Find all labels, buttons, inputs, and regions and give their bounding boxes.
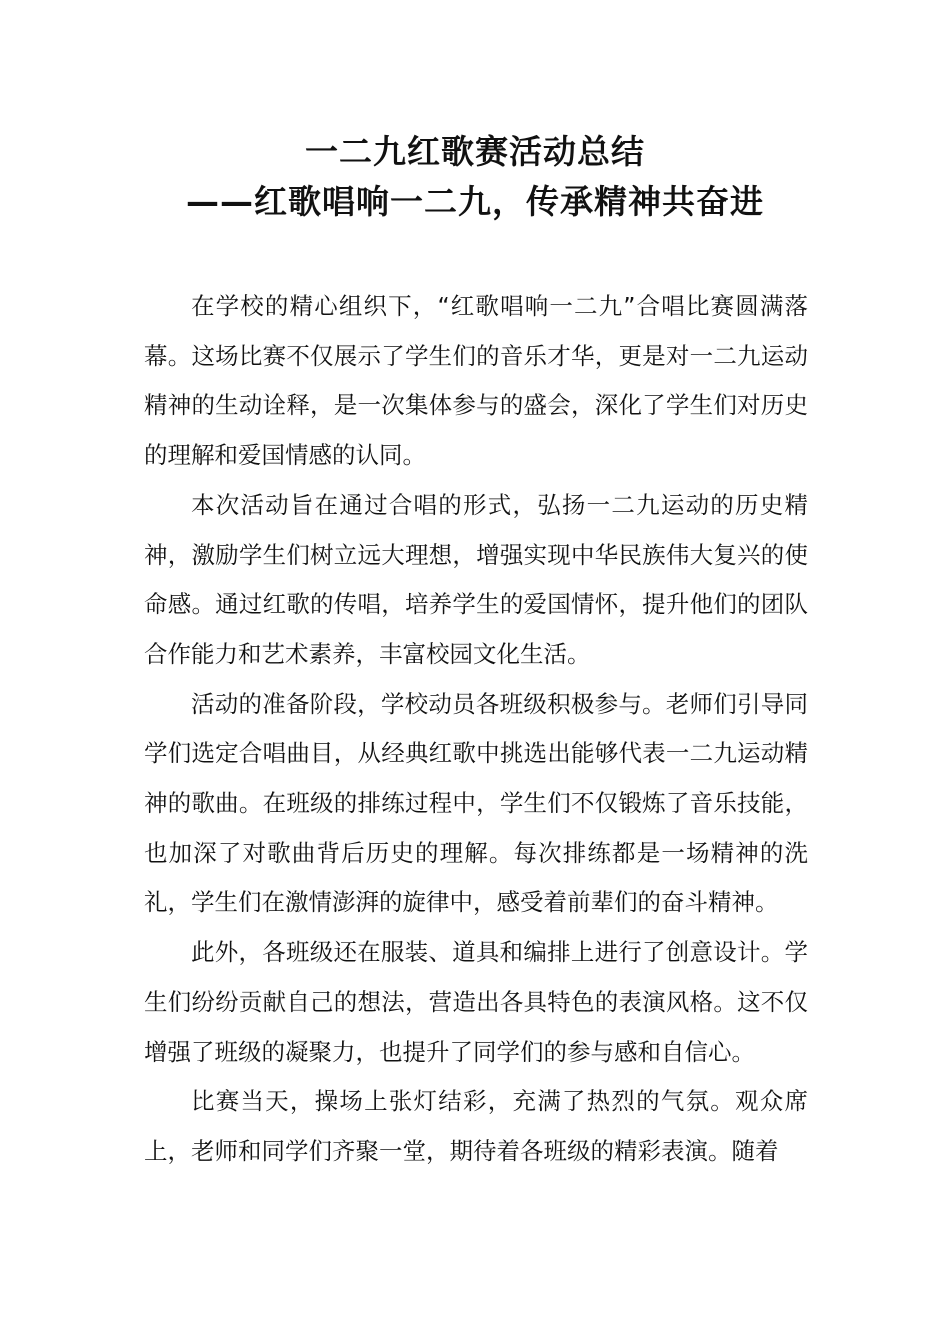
paragraph-2: 本次活动旨在通过合唱的形式，弘扬一二九运动的历史精神，激励学生们树立远大理想，增强实现中华民族伟大复兴的使命感。通过红歌的传唱，培养学生的爱国情怀，提升他们的团队合作能力和艺术素养，丰富校园文化生活。 xyxy=(144,490,808,668)
paragraph-5: 比赛当天，操场上张灯结彩，充满了热烈的气氛。观众席上，老师和同学们齐聚一堂，期待着各班级的精彩表演。随着 xyxy=(144,1087,808,1165)
document-subtitle: ——红歌唱响一二九，传承精神共奋进 xyxy=(186,182,764,221)
paragraph-4: 此外，各班级还在服装、道具和编排上进行了创意设计。学生们纷纷贡献自己的想法，营造出各具特色的表演风格。这不仅增强了班级的凝聚力，也提升了同学们的参与感和自信心。 xyxy=(144,938,808,1066)
paragraph-1: 在学校的精心组织下，“红歌唱响一二九”合唱比赛圆满落幕。这场比赛不仅展示了学生们的音乐才华，更是对一二九运动精神的生动诠释，是一次集体参与的盛会，深化了学生们对历史的理解和爱国情感的认同。 xyxy=(144,292,808,470)
document-title: 一二九红歌赛活动总结 xyxy=(305,132,645,171)
paragraph-3: 活动的准备阶段，学校动员各班级积极参与。老师们引导同学们选定合唱曲目，从经典红歌中挑选出能够代表一二九运动精神的歌曲。在班级的排练过程中，学生们不仅锻炼了音乐技能，也加深了对歌曲背后历史的理解。每次排练都是一场精神的洗礼，学生们在激情澎湃的旋律中，感受着前辈们的奋斗精神。 xyxy=(144,689,808,917)
document-body xyxy=(144,282,808,1177)
